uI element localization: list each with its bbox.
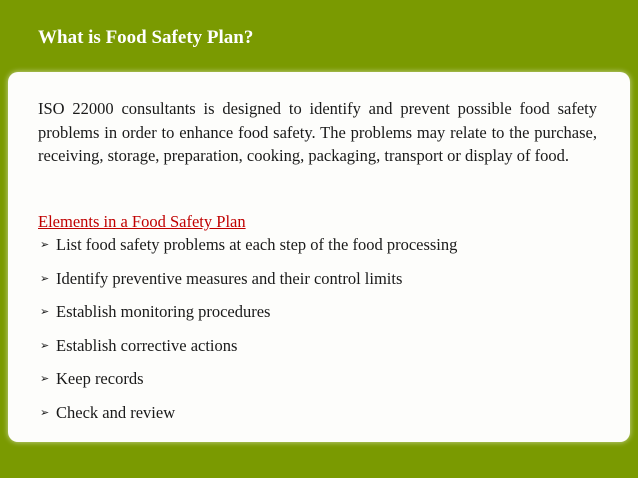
arrow-bullet-icon: ➢	[40, 239, 50, 251]
list-item	[38, 368, 457, 402]
slide-title: What is Food Safety Plan?	[38, 27, 254, 48]
intro-paragraph: ISO 22000 consultants is designed to identify and prevent possible food safety problems in order to enhance food safety. The problems may relate to the purchase, receiving, storage, preparation, cooking, packaging, transport or display of food.	[38, 99, 597, 165]
list-item-label: Establish corrective actions	[56, 335, 238, 355]
elements-heading: Elements in a Food Safety Plan	[38, 212, 246, 231]
list-item	[38, 335, 457, 369]
list-item-label: Keep records	[56, 369, 144, 389]
elements-list	[38, 234, 457, 436]
arrow-bullet-icon: ➢	[40, 272, 50, 285]
arrow-bullet-icon: ➢	[40, 306, 50, 319]
list-item-label: List food safety problems at each step of the food processing	[56, 235, 458, 254]
list-item-label: Establish monitoring procedures	[56, 302, 271, 322]
list-item	[38, 301, 457, 335]
arrow-bullet-icon: ➢	[40, 339, 50, 352]
list-item	[38, 234, 457, 268]
arrow-bullet-icon: ➢	[40, 373, 50, 386]
list-item	[38, 402, 457, 436]
arrow-bullet-icon: ➢	[40, 406, 50, 419]
content-panel	[8, 72, 630, 442]
list-item-label: Check and review	[56, 402, 176, 422]
list-item-label: Identify preventive measures and their control limits	[56, 268, 403, 288]
list-item	[38, 268, 457, 302]
